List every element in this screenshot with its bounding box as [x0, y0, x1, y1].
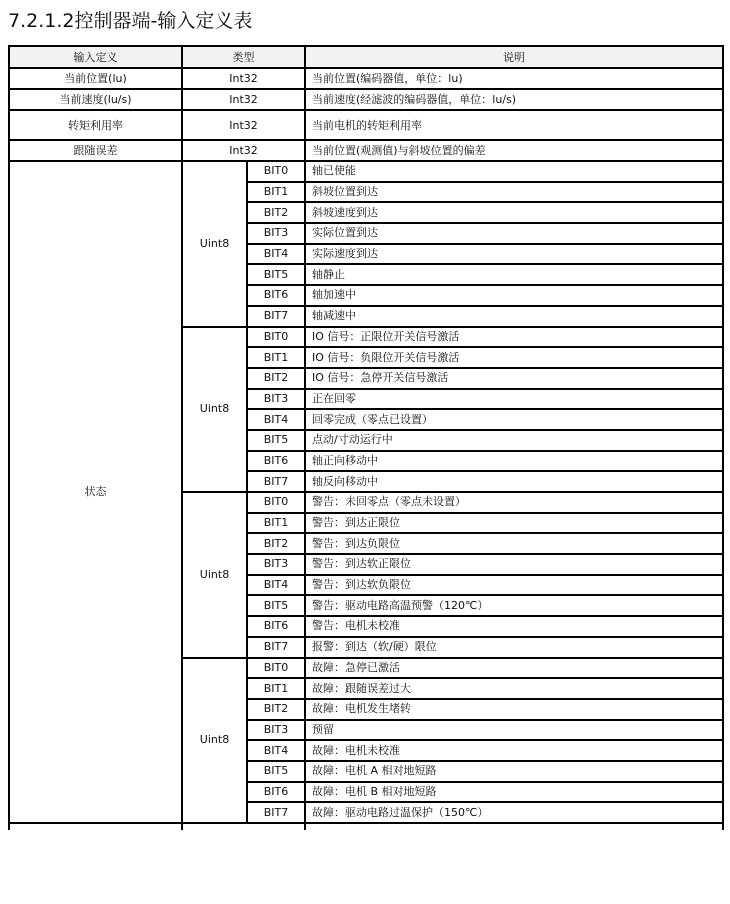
bit-description: IO 信号：正限位开关信号激活: [305, 327, 723, 348]
description: 当前电机的转矩利用率: [305, 110, 723, 140]
bit-description: 正在回零: [305, 389, 723, 410]
section-title: 7.2.1.2控制器端-输入定义表: [8, 10, 253, 32]
header-type: 类型: [182, 46, 305, 68]
data-type: Int32: [182, 68, 305, 89]
bit-description: 轴反向移动中: [305, 471, 723, 492]
data-type: Int32: [182, 110, 305, 140]
bit-description: 点动/寸动运行中: [305, 430, 723, 451]
bit-description: 警告：未回零点（零点未设置）: [305, 492, 723, 513]
cell: [9, 823, 182, 830]
bit-description: 实际位置到达: [305, 223, 723, 244]
table-row: [9, 68, 723, 89]
bit-description: 故障：电机 B 相对地短路: [305, 782, 723, 803]
status-group-type: Uint8: [182, 327, 247, 493]
bit-index: BIT5: [247, 264, 305, 285]
cell: [305, 823, 723, 830]
bit-description: 故障：电机 A 相对地短路: [305, 761, 723, 782]
status-label: 状态: [9, 161, 182, 823]
bit-description: 斜坡速度到达: [305, 202, 723, 223]
bit-index: BIT5: [247, 761, 305, 782]
bit-index: BIT0: [247, 161, 305, 182]
bit-description: 故障：电机发生堵转: [305, 699, 723, 720]
bit-description: 轴正向移动中: [305, 451, 723, 472]
bit-description: IO 信号：急停开关信号激活: [305, 368, 723, 389]
table-body: [9, 68, 723, 830]
header-description: 说明: [305, 46, 723, 68]
bit-index: BIT2: [247, 533, 305, 554]
table-row: [9, 89, 723, 110]
bit-description: 警告：到达负限位: [305, 533, 723, 554]
bit-description: 轴加速中: [305, 285, 723, 306]
input-definition-table: [8, 45, 724, 830]
bit-index: BIT1: [247, 513, 305, 534]
bit-description: 回零完成（零点已设置）: [305, 409, 723, 430]
description: 当前位置(编码器值，单位：lu): [305, 68, 723, 89]
status-group-type: Uint8: [182, 161, 247, 327]
bit-description: 轴减速中: [305, 306, 723, 327]
bit-index: BIT4: [247, 244, 305, 265]
input-name: 转矩利用率: [9, 110, 182, 140]
bit-description: 轴静止: [305, 264, 723, 285]
bit-index: BIT0: [247, 492, 305, 513]
status-group-type: Uint8: [182, 492, 247, 658]
bit-index: BIT3: [247, 223, 305, 244]
bit-description: 故障：电机未校准: [305, 740, 723, 761]
table-row: [9, 110, 723, 140]
bit-index: BIT7: [247, 637, 305, 658]
bit-description: 警告：到达正限位: [305, 513, 723, 534]
bit-index: BIT7: [247, 306, 305, 327]
bit-index: BIT0: [247, 327, 305, 348]
bit-description: IO 信号：负限位开关信号激活: [305, 347, 723, 368]
bit-description: 警告：电机未校准: [305, 616, 723, 637]
bit-index: BIT4: [247, 740, 305, 761]
bit-index: BIT3: [247, 389, 305, 410]
bit-index: BIT6: [247, 285, 305, 306]
description: 当前位置(观测值)与斜坡位置的偏差: [305, 140, 723, 161]
bit-index: BIT0: [247, 658, 305, 679]
bit-index: BIT1: [247, 678, 305, 699]
input-name: 当前速度(lu/s): [9, 89, 182, 110]
bit-description: 预留: [305, 720, 723, 741]
bit-index: BIT5: [247, 595, 305, 616]
bit-index: BIT2: [247, 202, 305, 223]
status-group-type: Uint8: [182, 658, 247, 824]
bit-index: BIT6: [247, 616, 305, 637]
bit-index: BIT7: [247, 802, 305, 823]
bit-description: 警告：到达软负限位: [305, 575, 723, 596]
table-row: [9, 140, 723, 161]
bit-index: BIT1: [247, 347, 305, 368]
bit-index: BIT1: [247, 182, 305, 203]
bit-index: BIT6: [247, 782, 305, 803]
bit-description: 轴已使能: [305, 161, 723, 182]
bit-description: 警告：到达软正限位: [305, 554, 723, 575]
description: 当前速度(经滤波的编码器值，单位：lu/s): [305, 89, 723, 110]
bit-index: BIT2: [247, 699, 305, 720]
bit-index: BIT3: [247, 720, 305, 741]
bit-index: BIT7: [247, 471, 305, 492]
status-bit-row: [9, 161, 723, 182]
input-name: 当前位置(lu): [9, 68, 182, 89]
input-name: 跟随误差: [9, 140, 182, 161]
bit-index: BIT4: [247, 409, 305, 430]
data-type: Int32: [182, 140, 305, 161]
bit-description: 故障：驱动电路过温保护（150℃）: [305, 802, 723, 823]
bit-description: 斜坡位置到达: [305, 182, 723, 203]
bit-description: 故障：跟随误差过大: [305, 678, 723, 699]
next-row-partial: [9, 823, 723, 830]
header-row: [9, 46, 723, 68]
bit-index: BIT6: [247, 451, 305, 472]
bit-index: BIT2: [247, 368, 305, 389]
bit-index: BIT5: [247, 430, 305, 451]
cell: [182, 823, 305, 830]
bit-description: 警告：驱动电路高温预警（120℃）: [305, 595, 723, 616]
bit-description: 报警：到达（软/硬）限位: [305, 637, 723, 658]
bit-index: BIT3: [247, 554, 305, 575]
header-input-definition: 输入定义: [9, 46, 182, 68]
bit-description: 实际速度到达: [305, 244, 723, 265]
bit-description: 故障：急停已激活: [305, 658, 723, 679]
data-type: Int32: [182, 89, 305, 110]
bit-index: BIT4: [247, 575, 305, 596]
